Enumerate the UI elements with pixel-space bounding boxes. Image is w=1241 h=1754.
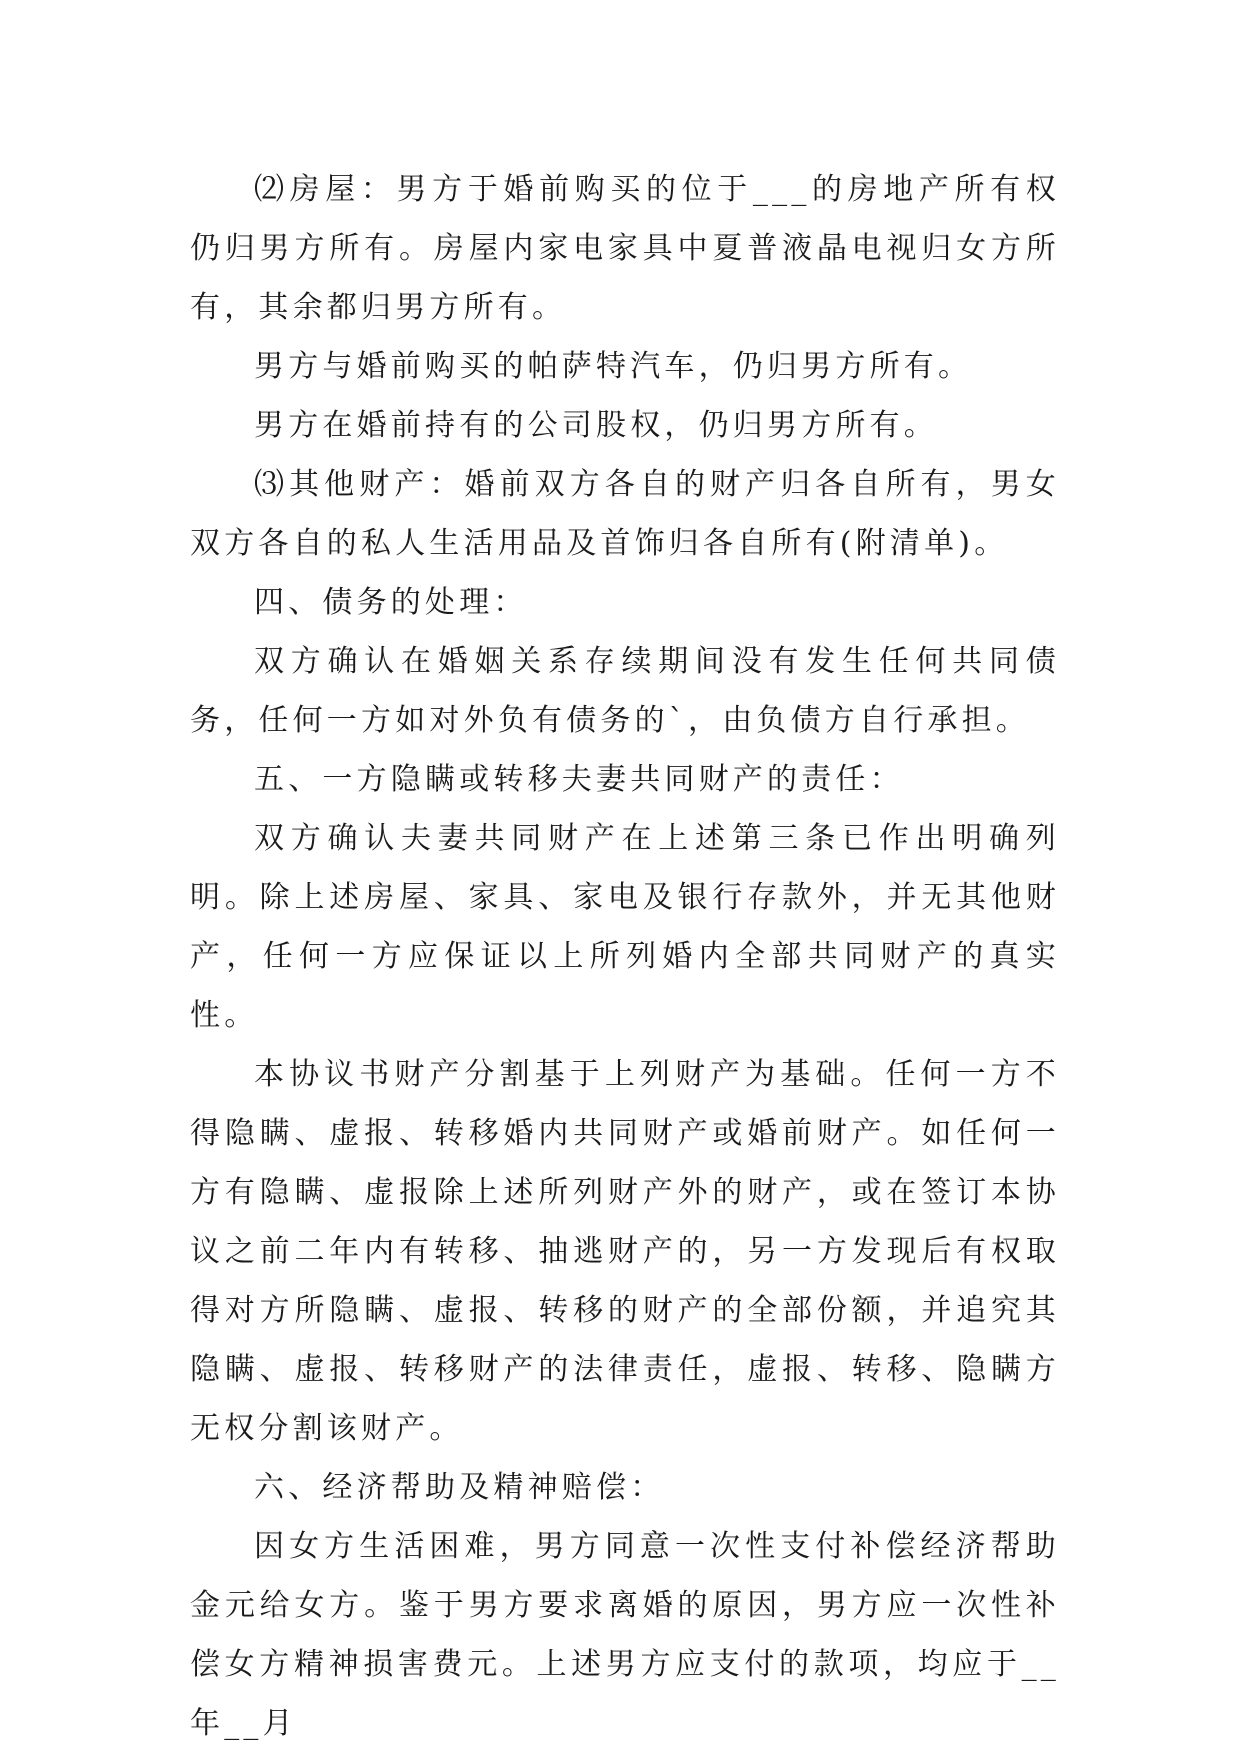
paragraph-compensation: 因女方生活困难，男方同意一次性支付补偿经济帮助金元给女方。鉴于男方要求离婚的原因，男方应一次性补偿女方精神损害费元。上述男方应支付的款项，均应于__年__月 bbox=[190, 1529, 1060, 1741]
paragraph-house: ⑵房屋：男方于婚前购买的位于___的房地产所有权仍归男方所有。房屋内家电家具中夏普液晶电视归女方所有，其余都归男方所有。 bbox=[190, 172, 1060, 325]
paragraph-confirmation: 双方确认夫妻共同财产在上述第三条已作出明确列明。除上述房屋、家具、家电及银行存款外，并无其他财产，任何一方应保证以上所列婚内全部共同财产的真实性。 bbox=[190, 821, 1060, 1033]
document-body bbox=[190, 160, 1060, 1753]
paragraph-debt: 双方确认在婚姻关系存续期间没有发生任何共同债务，任何一方如对外负有债务的`，由负债方自行承担。 bbox=[190, 644, 1060, 738]
paragraph-equity: 男方在婚前持有的公司股权，仍归男方所有。 bbox=[254, 408, 938, 443]
section-heading-debt: 四、债务的处理： bbox=[254, 585, 528, 620]
paragraph-car: 男方与婚前购买的帕萨特汽车，仍归男方所有。 bbox=[254, 349, 973, 384]
section-heading-concealment: 五、一方隐瞒或转移夫妻共同财产的责任： bbox=[254, 762, 904, 797]
paragraph-concealment-liability: 本协议书财产分割基于上列财产为基础。任何一方不得隐瞒、虚报、转移婚内共同财产或婚前财产。如任何一方有隐瞒、虚报除上述所列财产外的财产，或在签订本协议之前二年内有转移、抽逃财产的，另一方发现后有权取得对方所隐瞒、虚报、转移的财产的全部份额，并追究其隐瞒、虚报、转移财产的法律责任，虚报、转移、隐瞒方无权分割该财产。 bbox=[190, 1057, 1060, 1446]
section-heading-compensation: 六、经济帮助及精神赔偿： bbox=[254, 1470, 665, 1505]
paragraph-other-property: ⑶其他财产：婚前双方各自的财产归各自所有，男女双方各自的私人生活用品及首饰归各自所有(附清单)。 bbox=[190, 467, 1060, 561]
